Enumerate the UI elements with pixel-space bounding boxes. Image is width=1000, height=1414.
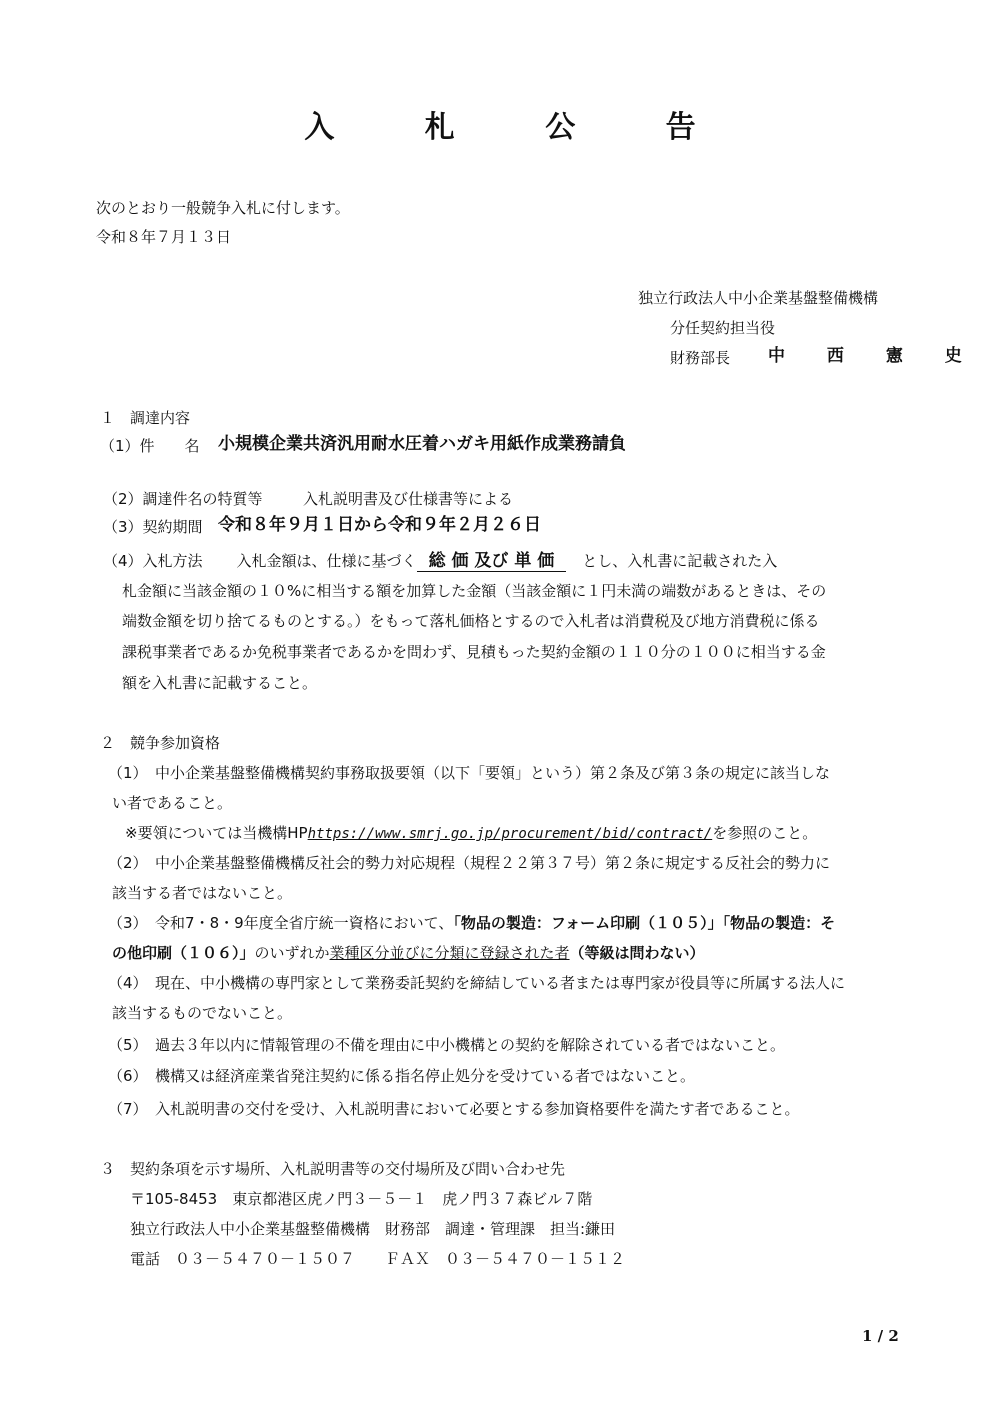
contact-address: 〒105-8453 東京都港区虎ノ門３－５－１ 虎ノ門３７森ビル７階 bbox=[130, 1190, 593, 1208]
section-1-heading: １ 調達内容 bbox=[100, 409, 191, 427]
section-3-heading: ３ 契約条項を示す場所、入札説明書等の交付場所及び問い合わせ先 bbox=[100, 1160, 566, 1178]
item-4-line-5: 額を入札書に記載すること。 bbox=[122, 674, 318, 692]
qual-7: （7） 入札説明書の交付を受け、入札説明書において必要とする参加資格要件を満たす者であること。 bbox=[108, 1100, 800, 1118]
item-1-label: （1）件 名 bbox=[100, 437, 200, 455]
item-4-post: とし、入札書に記載された入 bbox=[582, 552, 778, 570]
item-4-line-2: 札金額に当該金額の１０%に相当する額を加算した金額（当該金額に１円未満の端数があるときは、その bbox=[122, 582, 827, 600]
qual-2-line-1: （2） 中小企業基盤整備機構反社会的勢力対応規程（規程２２第３７号）第２条に規定する反社会的勢力に bbox=[108, 854, 831, 872]
item-4-line-1 bbox=[103, 551, 777, 572]
contract-rules-link[interactable]: https://www.smrj.go.jp/procurement/bid/contract/ bbox=[307, 826, 713, 842]
qual-1-note-post: を参照のこと。 bbox=[712, 824, 818, 842]
item-1-value: 小規模企業共済汎用耐水圧着ハガキ用紙作成業務請負 bbox=[218, 434, 626, 454]
qual-3-mid: のいずれか bbox=[254, 944, 330, 962]
contact-department: 独立行政法人中小企業基盤整備機構 財務部 調達・管理課 担当:鎌田 bbox=[130, 1220, 616, 1238]
qual-3-grade-note: （等級は問わない） bbox=[569, 944, 705, 962]
qual-3-line-2 bbox=[112, 943, 705, 963]
issuer-position: 財務部長 bbox=[670, 349, 731, 367]
qual-4-line-2: 該当するものでないこと。 bbox=[112, 1004, 293, 1022]
intro-text: 次のとおり一般競争入札に付します。 bbox=[96, 199, 350, 217]
item-4-label: （4）入札方法 bbox=[103, 552, 203, 570]
item-3-label: （3）契約期間 bbox=[103, 518, 203, 536]
section-2-heading: ２ 競争参加資格 bbox=[100, 734, 221, 752]
qual-3-categories: 「物品の製造：フォーム印刷（１０５）」「物品の製造：そ bbox=[453, 914, 836, 932]
contact-phone-fax: 電話 ０３－５４７０－１５０７ ＦＡＸ ０３－５４７０－１５１２ bbox=[130, 1250, 626, 1268]
notice-date: 令和８年７月１３日 bbox=[96, 228, 232, 246]
qual-6: （6） 機構又は経済産業省発注契約に係る指名停止処分を受けている者ではないこと。 bbox=[108, 1067, 696, 1085]
item-4-emphasis: 総 価 及び 単 価 bbox=[417, 551, 567, 572]
qual-5: （5） 過去３年以内に情報管理の不備を理由に中小機構との契約を解除されている者ではないこと。 bbox=[108, 1036, 786, 1054]
qual-1-note-pre: ※要領については当機構HP bbox=[125, 824, 308, 842]
qual-3-line-1 bbox=[108, 913, 835, 933]
issuer-role: 分任契約担当役 bbox=[670, 319, 776, 337]
qual-1-line-1: （1） 中小企業基盤整備機構契約事務取扱要領（以下「要領」という）第２条及び第３条の規定に該当しな bbox=[108, 764, 831, 782]
item-2-value: 入札説明書及び仕様書等による bbox=[303, 490, 514, 508]
item-4-pre: 入札金額は、仕様に基づく bbox=[236, 552, 417, 570]
qual-1-note bbox=[125, 823, 817, 844]
qual-3-registration: 業種区分並びに分類に登録された者 bbox=[329, 944, 570, 962]
issuer-org: 独立行政法人中小企業基盤整備機構 bbox=[638, 289, 879, 307]
page-number: 1 / 2 bbox=[862, 1327, 899, 1345]
item-2-label: （2）調達件名の特質等 bbox=[103, 490, 263, 508]
item-3-value: 令和８年９月１日から令和９年２月２６日 bbox=[218, 515, 541, 535]
qual-3-pre: （3） 令和7・8・9年度全省庁統一資格において、 bbox=[108, 914, 454, 932]
qual-4-line-1: （4） 現在、中小機構の専門家として業務委託契約を締結している者または専門家が役員等に所属する法人に bbox=[108, 974, 846, 992]
issuer-name: 中 西 憲 史 bbox=[768, 346, 980, 366]
qual-3-category-cont: の他印刷（１０６）」 bbox=[112, 944, 255, 962]
item-4-line-3: 端数金額を切り捨てるものとする。）をもって落札価格とするので入札者は消費税及び地方消費税に係る bbox=[122, 612, 820, 630]
qual-2-line-2: 該当する者ではないこと。 bbox=[112, 884, 293, 902]
item-4-line-4: 課税事業者であるか免税事業者であるかを問わず、見積もった契約金額の１１０分の１００に相当する金 bbox=[122, 643, 826, 661]
qual-1-line-2: い者であること。 bbox=[112, 794, 233, 812]
page-title: 入 札 公 告 bbox=[304, 110, 736, 145]
